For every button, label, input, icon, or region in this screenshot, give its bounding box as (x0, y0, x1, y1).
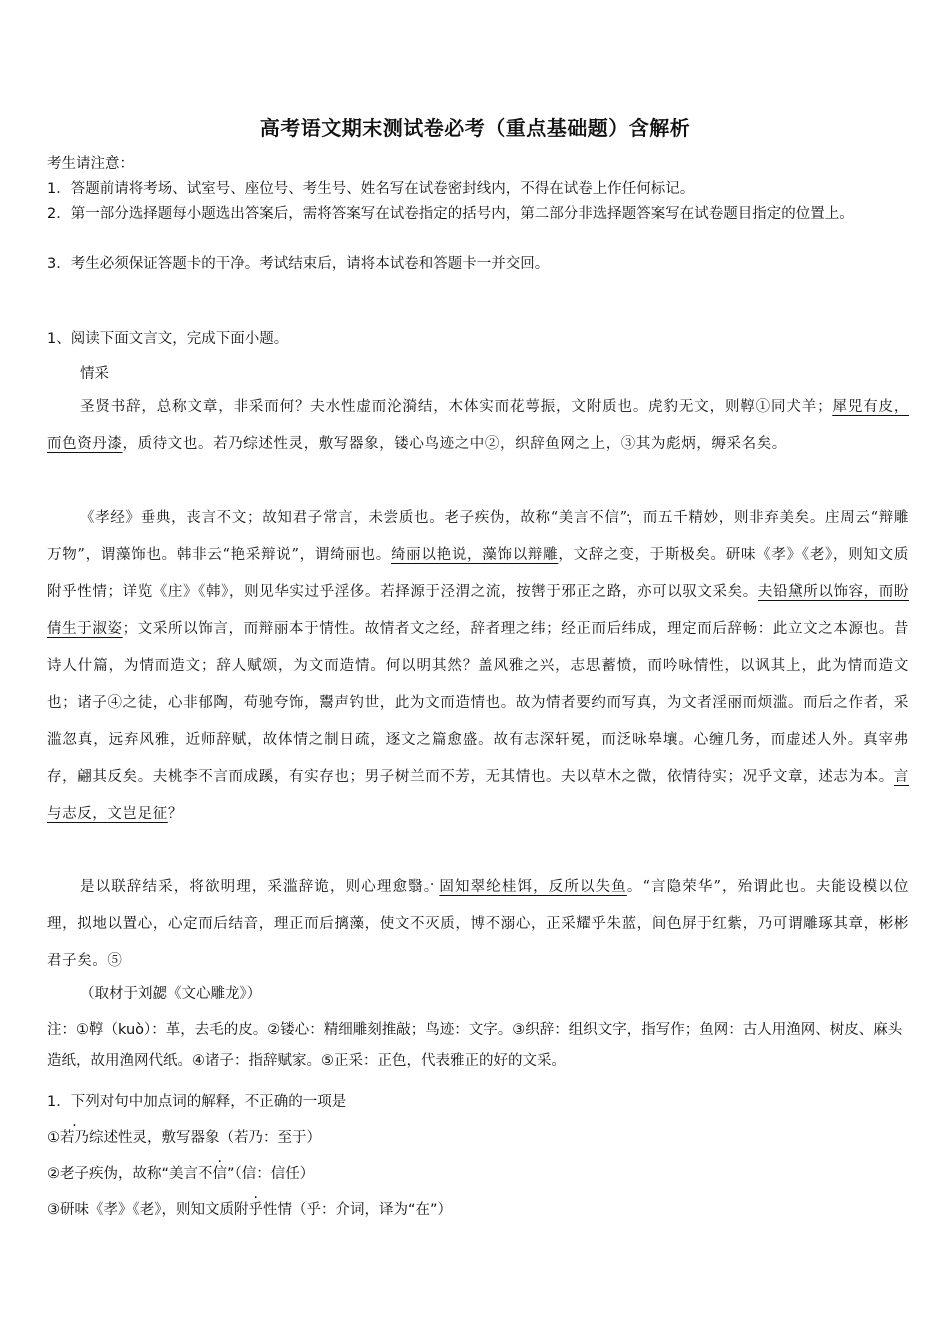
page-title: 高考语文期末测试卷必考（重点基础题）含解析 (259, 116, 691, 140)
text-run: ？ (167, 806, 183, 822)
text-run: ③研味《孝》《老》，则知文质附 (47, 1202, 249, 1218)
notice-heading: 考生请注意： (47, 156, 134, 172)
text-run: ① (47, 1130, 60, 1146)
text-run: 《孝经》垂典，丧言不文；故知君子常言，未尝质也。老子疾伪，故称“美言不 (80, 510, 605, 526)
underlined-sentence: 犀兕有皮，而色资丹漆 (47, 399, 910, 452)
option-3 (47, 1198, 452, 1219)
passage-paragraph-3 (47, 869, 909, 980)
underlined-sentence: 言与志反，文岂足征 (47, 769, 909, 822)
dotted-word: 乎 · (62, 584, 77, 600)
text-run: ②老子疾伪，故称“美言不 (47, 1166, 213, 1182)
text-run: 。“言隐荣华”，殆谓此也。夫能设模以位理，拟地以置心，心定而后结音，理正而后 (47, 879, 909, 932)
dotted-word: 信 (212, 1166, 228, 1182)
dotted-word: 若乃 · (213, 436, 243, 452)
text-run: 。 (423, 879, 440, 895)
notice-item-1: 1．答题前请将考场、试室号、座位号、考生号、姓名写在试卷密封线内，不得在试卷上作任何标记。 (47, 181, 695, 197)
text-run: ，文辞之变，于斯极矣。研味《孝》《老》，则知文质附 (47, 547, 909, 600)
dotted-word: 信 · (604, 510, 619, 526)
underlined-sentence: 夫铅黛所以饰容，而盼倩生于淑姿 (47, 584, 909, 637)
notice-item-3: 3．考生必须保证答题卡的干净。考试结束后，请将本试卷和答题卡一并交回。 (47, 256, 550, 272)
text-run: 性情（乎：介词，译为“在”） (263, 1202, 453, 1218)
text-run: 性情；详览《庄》《韩》，则见华实过乎淫侈。若择源于泾渭之流，按辔于邪正之路，亦可以驭文采矣。 (77, 584, 758, 600)
text-run: ”（信：信任） (227, 1166, 315, 1182)
option-2 (47, 1162, 314, 1183)
dotted-word: 而 · (601, 732, 616, 748)
underlined-sentence: 绮丽以艳说，藻饰以辩雕 (390, 547, 559, 563)
dotted-word: 摛 · (334, 916, 349, 932)
text-run: ”，而五千精妙，则非弃美矣。庄周云“辩雕万物”，谓藻饰也。韩非云“艳采辩说”，谓绮丽也。 (47, 510, 909, 563)
passage-source: （取材于刘勰《文心雕龙》） (80, 986, 262, 1002)
text-run: 泛咏皋壤。心缠几务，而虚述人外。真宰弗存，翩其反矣。夫桃李不言而成蹊，有实存也；男子树兰而不芳，无其情也。夫以草木之微，依情待实；况乎文章，述志为本。 (47, 732, 909, 785)
question-intro: 1、阅读下面文言文，完成下面小题。 (47, 331, 289, 347)
passage-paragraph-2 (47, 500, 909, 833)
notice-item-2: 2．第一部分选择题每小题选出答案后，需将答案写在试卷指定的括号内，第二部分非选择题答案写在试卷题目指定的位置上。 (47, 206, 854, 222)
dotted-word: 翳 · (408, 879, 424, 895)
dotted-word: 郁 · (198, 695, 213, 711)
passage-title: 情采 (80, 366, 109, 382)
text-run: 丽而烦滥。而后之作者，采滥忽真，远弃风雅，近师辞赋，故体情之制日疏，逐文之篇愈盛。故有志深轩冕， (47, 695, 909, 748)
text-run: 是以联辞结采，将欲明理，采滥辞诡，则心理愈 (80, 879, 409, 895)
text-run: 圣贤书辞，总称文章，非采而何？夫水性虚而沦漪结，木体实而花萼振，文附质也。虎豹无文，则鞟①同犬羊； (80, 399, 833, 415)
text-run: 综述性灵，敷写器象（若乃：至于） (89, 1130, 321, 1146)
text-run: 藻，使文不灭质，博不溺心，正采耀乎朱蓝，间色屏于红紫，乃可谓雕琢其章，彬彬君子矣。⑤ (47, 916, 909, 969)
passage-paragraph-1 (47, 389, 909, 463)
dotted-word: 若乃 (60, 1130, 89, 1146)
text-run: 陶，苟驰夸饰，鬻声钓世，此为文而造情也。故为情者要约而写真，为文者 (213, 695, 713, 711)
text-run: ；文采所以饰言，而辩丽本于情性。故情者文之经，辞者理之纬；经正而后纬成，理定而后辞畅：此立文之本源也。昔诗人什篇，为情而造文；辞人赋颂，为文而造情。何以明其然？盖风雅之兴，志思蓄愤，而吟咏情性，以讽其上，此为情而造文也；诸子④之徒，心非 (47, 621, 910, 711)
text-run: 综述性灵，敷写器象，镂心鸟迹之中②，织辞鱼网之上，③其为彪炳，缛采名矣。 (243, 436, 787, 452)
underlined-sentence: 固知翠纶桂饵，反所以失鱼 (439, 879, 627, 895)
text-run: ，质待文也。 (122, 436, 214, 452)
option-1 (47, 1126, 321, 1147)
dotted-word: 乎 (248, 1202, 263, 1218)
dotted-word: 淫 · (712, 695, 727, 711)
subquestion-stem: 1．下列对句中加点词的解释，不正确的一项是 (47, 1094, 347, 1110)
passage-notes: 注：①鞟（kuò）：革，去毛的皮。②镂心：精细雕刻推敲；鸟迹：文字。③织辞：组织文字，指写作；鱼网：古人用渔网、树皮、麻头造纸，故用渔网代纸。④诸子：指辞赋家。⑤正采：正色，代表雅正的好的文采。 (47, 1022, 903, 1069)
